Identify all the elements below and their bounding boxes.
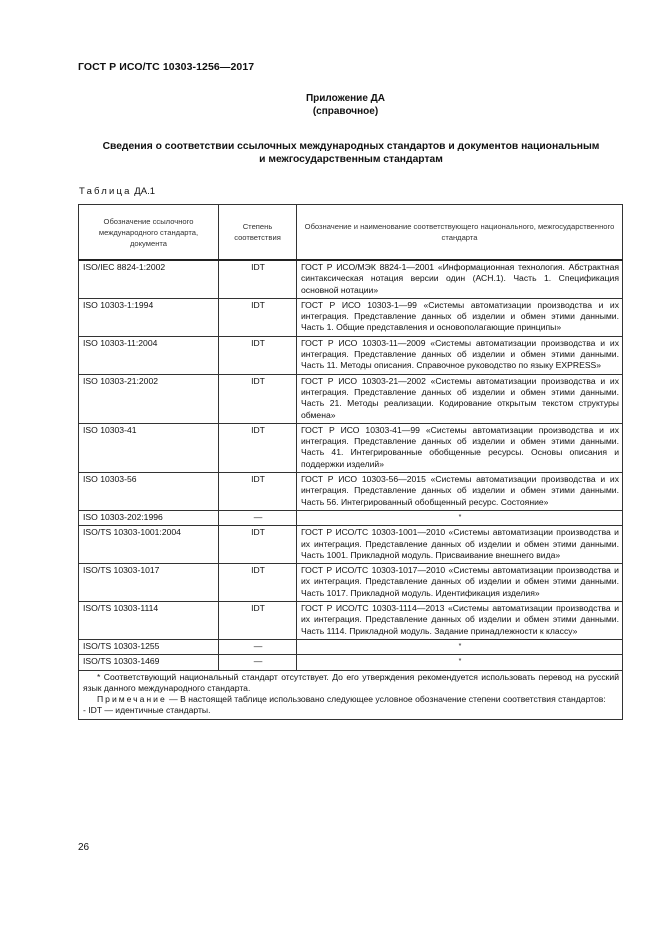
table-row xyxy=(79,639,623,654)
cell-national: ГОСТ Р ИСО/ТС 10303-1001—2010 «Системы автоматизации производства и их интеграция. Представление данных об изделии и обмен этими данными. Часть 1001. Прикладной модуль. Присваивание внешнего вида» xyxy=(297,526,623,564)
cell-degree: — xyxy=(219,510,297,525)
table-row xyxy=(79,602,623,640)
cell-reference: ISO/TS 10303-1469 xyxy=(79,655,219,670)
table-row xyxy=(79,336,623,374)
cell-national: * xyxy=(297,510,623,525)
section-title xyxy=(78,140,624,166)
section-title-line1: Сведения о соответствии ссылочных международных стандартов и документов национальным xyxy=(102,141,600,152)
cell-reference: ISO/IEC 8824-1:2002 xyxy=(79,260,219,298)
table-row xyxy=(79,298,623,336)
document-header: ГОСТ Р ИСО/ТС 10303-1256—2017 xyxy=(78,61,255,73)
table-row xyxy=(79,564,623,602)
cell-reference: ISO 10303-21:2002 xyxy=(79,374,219,423)
cell-degree: IDT xyxy=(219,423,297,472)
note-item: - IDT — идентичные стандарты. xyxy=(83,705,211,716)
table-label-prefix: Таблица xyxy=(79,186,132,197)
table-row xyxy=(79,510,623,525)
cell-national: ГОСТ Р ИСО/ТС 10303-1017—2010 «Системы автоматизации производства и их интеграция. Представление данных об изделии и обмен этими данными. Часть 1017. Прикладной модуль. Идентификация изделия» xyxy=(297,564,623,602)
cell-national: ГОСТ Р ИСО 10303-56—2015 «Системы автоматизации производства и их интеграция. Представление данных об изделии и обмен этими данными. Часть 56. Интегрированный обобщенный ресурс. Состояние» xyxy=(297,473,623,511)
cell-degree: IDT xyxy=(219,336,297,374)
cell-reference: ISO 10303-1:1994 xyxy=(79,298,219,336)
section-title-line2: и межгосударственным стандартам xyxy=(259,154,443,165)
cell-reference: ISO/TS 10303-1114 xyxy=(79,602,219,640)
cell-degree: IDT xyxy=(219,526,297,564)
table-notes xyxy=(79,670,623,719)
header-reference-standard: Обозначение ссылочного международного стандарта, документа xyxy=(79,205,219,261)
cell-degree: IDT xyxy=(219,602,297,640)
cell-reference: ISO 10303-41 xyxy=(79,423,219,472)
cell-degree: IDT xyxy=(219,298,297,336)
table-row xyxy=(79,473,623,511)
cell-degree: — xyxy=(219,639,297,654)
cell-degree: IDT xyxy=(219,374,297,423)
cell-reference: ISO/TS 10303-1255 xyxy=(79,639,219,654)
page-number: 26 xyxy=(78,842,90,853)
cell-degree: IDT xyxy=(219,260,297,298)
cell-national: * xyxy=(297,655,623,670)
table-row xyxy=(79,260,623,298)
appendix-heading xyxy=(0,92,661,118)
header-national-standard: Обозначение и наименование соответствующего национального, межгосударственного стандарта xyxy=(297,205,623,261)
header-degree: Степень соответствия xyxy=(219,205,297,261)
table-row xyxy=(79,655,623,670)
cell-reference: ISO/TS 10303-1017 xyxy=(79,564,219,602)
note xyxy=(83,694,619,705)
cell-national: ГОСТ Р ИСО 10303-11—2009 «Системы автоматизации производства и их интеграция. Представление данных об изделии и обмен этими данными. Часть 11. Методы описания. Справочное руководство по языку EXPRESS» xyxy=(297,336,623,374)
cell-degree: IDT xyxy=(219,564,297,602)
cell-national: ГОСТ Р ИСО/ТС 10303-1114—2013 «Системы автоматизации производства и их интеграция. Представление данных об изделии и обмен этими данными. Часть 1114. Прикладной модуль. Задание принадлежности к классу» xyxy=(297,602,623,640)
appendix-subtitle: (справочное) xyxy=(312,106,379,117)
table-row xyxy=(79,423,623,472)
cell-reference: ISO 10303-202:1996 xyxy=(79,510,219,525)
footnote: * Соответствующий национальный стандарт отсутствует. До его утверждения рекомендуется использовать перевод на русский язык данного международного стандарта. xyxy=(83,671,619,693)
cell-reference: ISO/TS 10303-1001:2004 xyxy=(79,526,219,564)
table-header-row xyxy=(79,205,623,261)
table-row xyxy=(79,374,623,423)
cell-national: ГОСТ Р ИСО 10303-41—99 «Системы автоматизации производства и их интеграция. Представление данных об изделии и обмен этими данными. Часть 41. Интегрированные обобщенные ресурсы. Основы описания и поддержки изделий» xyxy=(297,423,623,472)
correspondence-table xyxy=(78,204,623,720)
cell-reference: ISO 10303-11:2004 xyxy=(79,336,219,374)
cell-degree: IDT xyxy=(219,473,297,511)
cell-national: ГОСТ Р ИСО/МЭК 8824-1—2001 «Информационная технология. Абстрактная синтаксическая нотация версии один (АСН.1). Часть 1. Спецификация основной нотации» xyxy=(297,260,623,298)
table-row xyxy=(79,526,623,564)
appendix-title: Приложение ДА xyxy=(305,93,386,104)
cell-degree: — xyxy=(219,655,297,670)
cell-national: ГОСТ Р ИСО 10303-21—2002 «Системы автоматизации производства и их интеграция. Представление данных об изделии и обмен этими данными. Часть 21. Методы реализации. Кодирование открытым текстом структуры обмена» xyxy=(297,374,623,423)
table-label xyxy=(79,186,155,197)
note-text: — В настоящей таблице использовано следующее условное обозначение степени соответствия стандартов: xyxy=(166,694,606,705)
table-notes-row xyxy=(79,670,623,719)
cell-national: * xyxy=(297,639,623,654)
cell-national: ГОСТ Р ИСО 10303-1—99 «Системы автоматизации производства и их интеграция. Представление данных об изделии и обмен этими данными. Часть 1. Общие представления и основополагающие принципы» xyxy=(297,298,623,336)
table-label-number: ДА.1 xyxy=(134,186,155,197)
note-label: Примечание xyxy=(97,694,167,705)
cell-reference: ISO 10303-56 xyxy=(79,473,219,511)
